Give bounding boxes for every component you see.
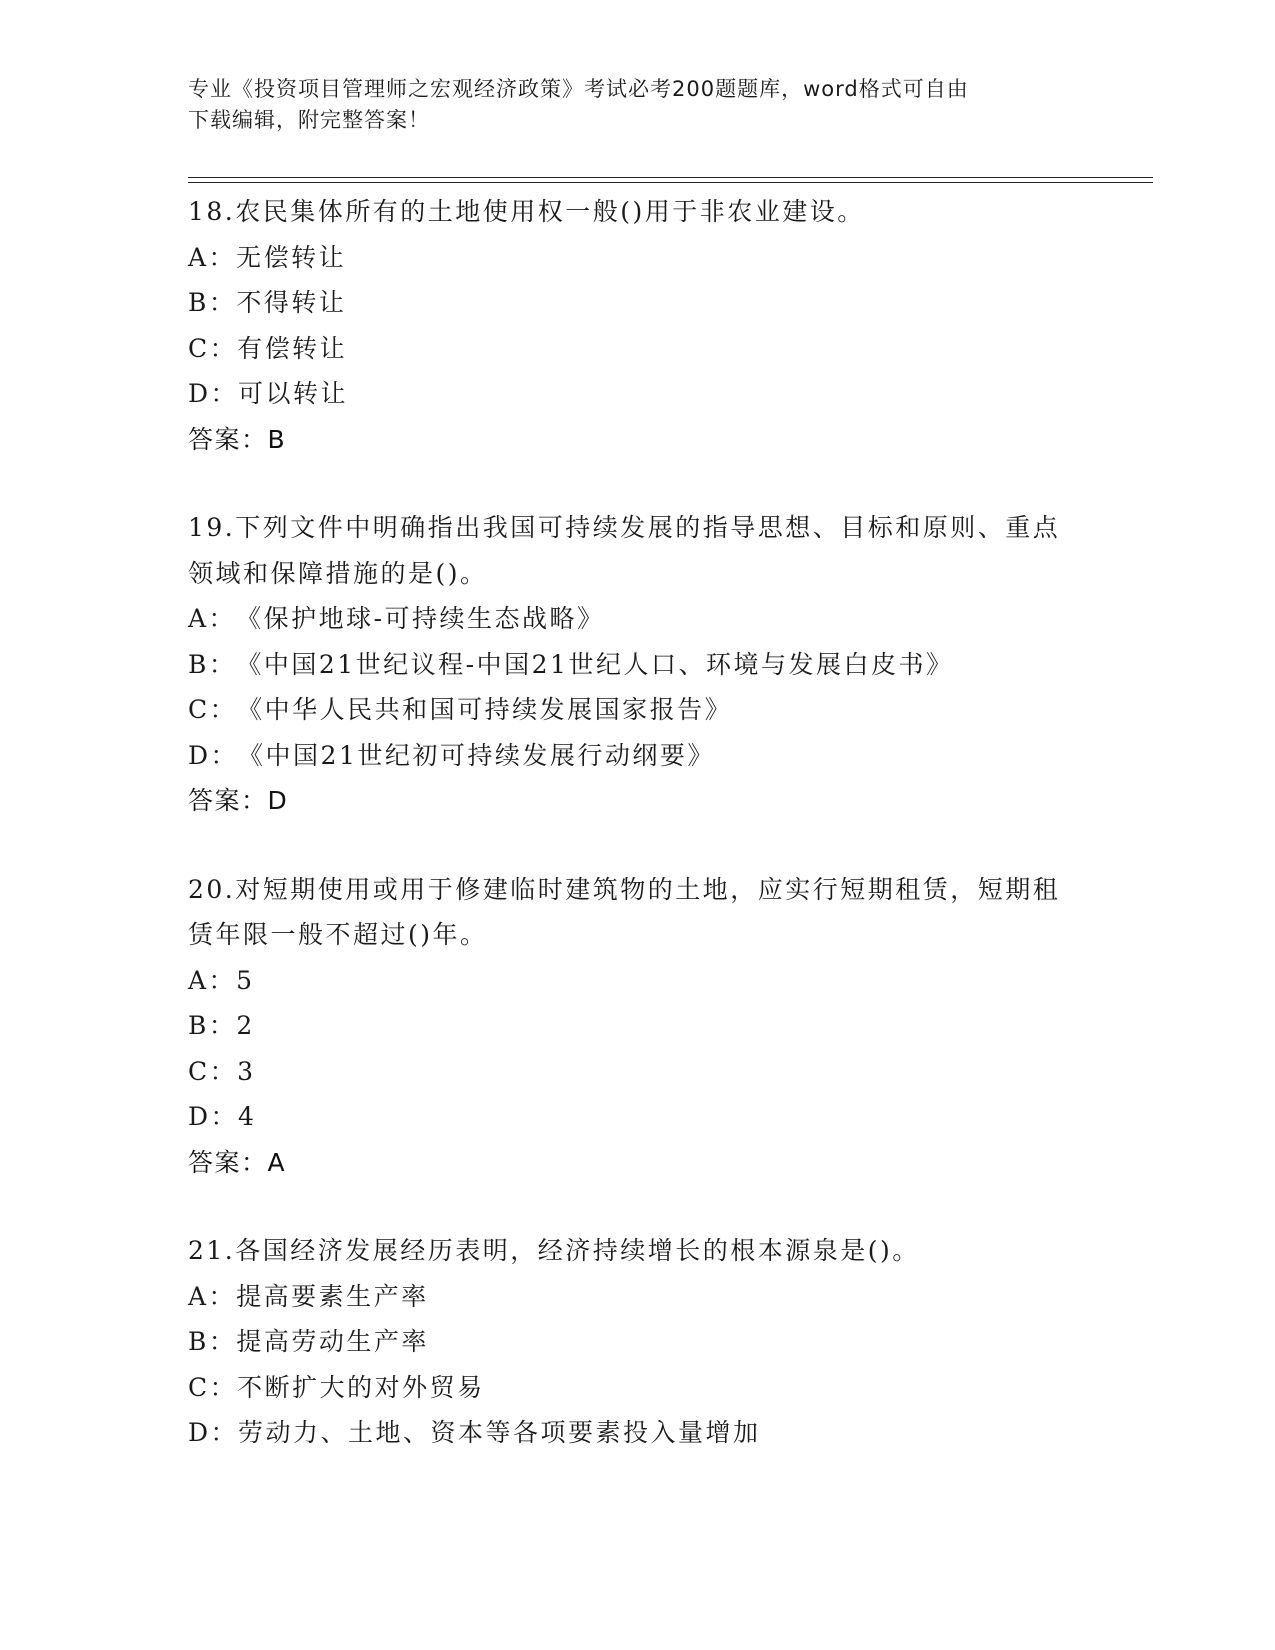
question-stem: 19.下列文件中明确指出我国可持续发展的指导思想、目标和原则、重点领域和保障措施的是()。 bbox=[188, 513, 1061, 588]
option-letter: C： bbox=[188, 1056, 238, 1086]
option-c bbox=[188, 1365, 1088, 1411]
option-text: 《中国21世纪初可持续发展行动纲要》 bbox=[238, 740, 715, 770]
option-letter: C： bbox=[188, 695, 238, 724]
header-divider-top bbox=[188, 177, 1153, 178]
option-text: 可以转让 bbox=[238, 379, 349, 408]
option-d bbox=[188, 1410, 1088, 1456]
option-letter: D： bbox=[188, 379, 239, 408]
option-letter: B： bbox=[188, 288, 237, 317]
question-stem: 21.各国经济发展经历表明，经济持续增长的根本源泉是()。 bbox=[188, 1236, 920, 1265]
option-b bbox=[188, 642, 1088, 688]
option-text: 4 bbox=[238, 1102, 257, 1131]
option-text: 5 bbox=[236, 965, 255, 995]
option-letter: B： bbox=[188, 1327, 237, 1356]
option-text: 《中国21世纪议程-中国21世纪人口、环境与发展白皮书》 bbox=[236, 649, 954, 679]
answer-line: 答案：A bbox=[188, 1147, 287, 1177]
option-text: 3 bbox=[237, 1056, 256, 1086]
option-a bbox=[188, 1274, 1088, 1320]
option-text: 提高要素生产率 bbox=[236, 1281, 429, 1311]
option-b bbox=[188, 280, 1088, 326]
header-line-2: 下载编辑，附完整答案！ bbox=[188, 108, 430, 132]
header-divider-bottom bbox=[188, 182, 1153, 183]
option-d bbox=[188, 1094, 1088, 1140]
option-c bbox=[188, 326, 1088, 372]
question-21 bbox=[188, 1228, 1088, 1456]
option-b bbox=[188, 1003, 1088, 1049]
option-letter: D： bbox=[188, 1102, 239, 1131]
answer-line: 答案：D bbox=[188, 786, 289, 815]
option-a bbox=[188, 235, 1088, 281]
option-c bbox=[188, 687, 1088, 733]
option-text: 有偿转让 bbox=[237, 333, 348, 363]
document-header bbox=[188, 74, 1068, 136]
option-letter: A： bbox=[188, 242, 237, 272]
option-a bbox=[188, 596, 1088, 642]
option-letter: D： bbox=[188, 740, 239, 770]
option-text: 不得转让 bbox=[236, 288, 347, 317]
question-stem: 18.农民集体所有的土地使用权一般()用于非农业建设。 bbox=[188, 197, 865, 226]
option-letter: A： bbox=[188, 604, 237, 633]
question-stem: 20.对短期使用或用于修建临时建筑物的土地，应实行短期租赁，短期租赁年限一般不超过()年。 bbox=[188, 874, 1061, 949]
question-19 bbox=[188, 505, 1088, 824]
option-text: 劳动力、土地、资本等各项要素投入量增加 bbox=[238, 1418, 761, 1447]
option-b bbox=[188, 1319, 1088, 1365]
question-20 bbox=[188, 867, 1088, 1186]
option-letter: A： bbox=[188, 965, 237, 995]
question-18 bbox=[188, 189, 1088, 462]
option-text: 不断扩大的对外贸易 bbox=[237, 1372, 485, 1402]
option-letter: C： bbox=[188, 333, 238, 363]
question-list bbox=[188, 189, 1088, 1499]
option-d bbox=[188, 733, 1088, 779]
option-text: 《保护地球-可持续生态战略》 bbox=[236, 604, 605, 633]
option-letter: B： bbox=[188, 1011, 237, 1040]
option-text: 2 bbox=[236, 1011, 255, 1040]
option-letter: D： bbox=[188, 1418, 239, 1447]
option-text: 无偿转让 bbox=[236, 242, 347, 272]
option-c bbox=[188, 1049, 1088, 1095]
option-a bbox=[188, 958, 1088, 1004]
answer-line: 答案：B bbox=[188, 424, 287, 454]
option-text: 提高劳动生产率 bbox=[236, 1327, 429, 1356]
header-line-1: 专业《投资项目管理师之宏观经济政策》考试必考200题题库，word格式可自由 bbox=[188, 77, 969, 101]
option-letter: C： bbox=[188, 1372, 238, 1402]
option-d bbox=[188, 371, 1088, 417]
option-letter: B： bbox=[188, 649, 237, 679]
option-letter: A： bbox=[188, 1281, 237, 1311]
option-text: 《中华人民共和国可持续发展国家报告》 bbox=[237, 695, 733, 724]
